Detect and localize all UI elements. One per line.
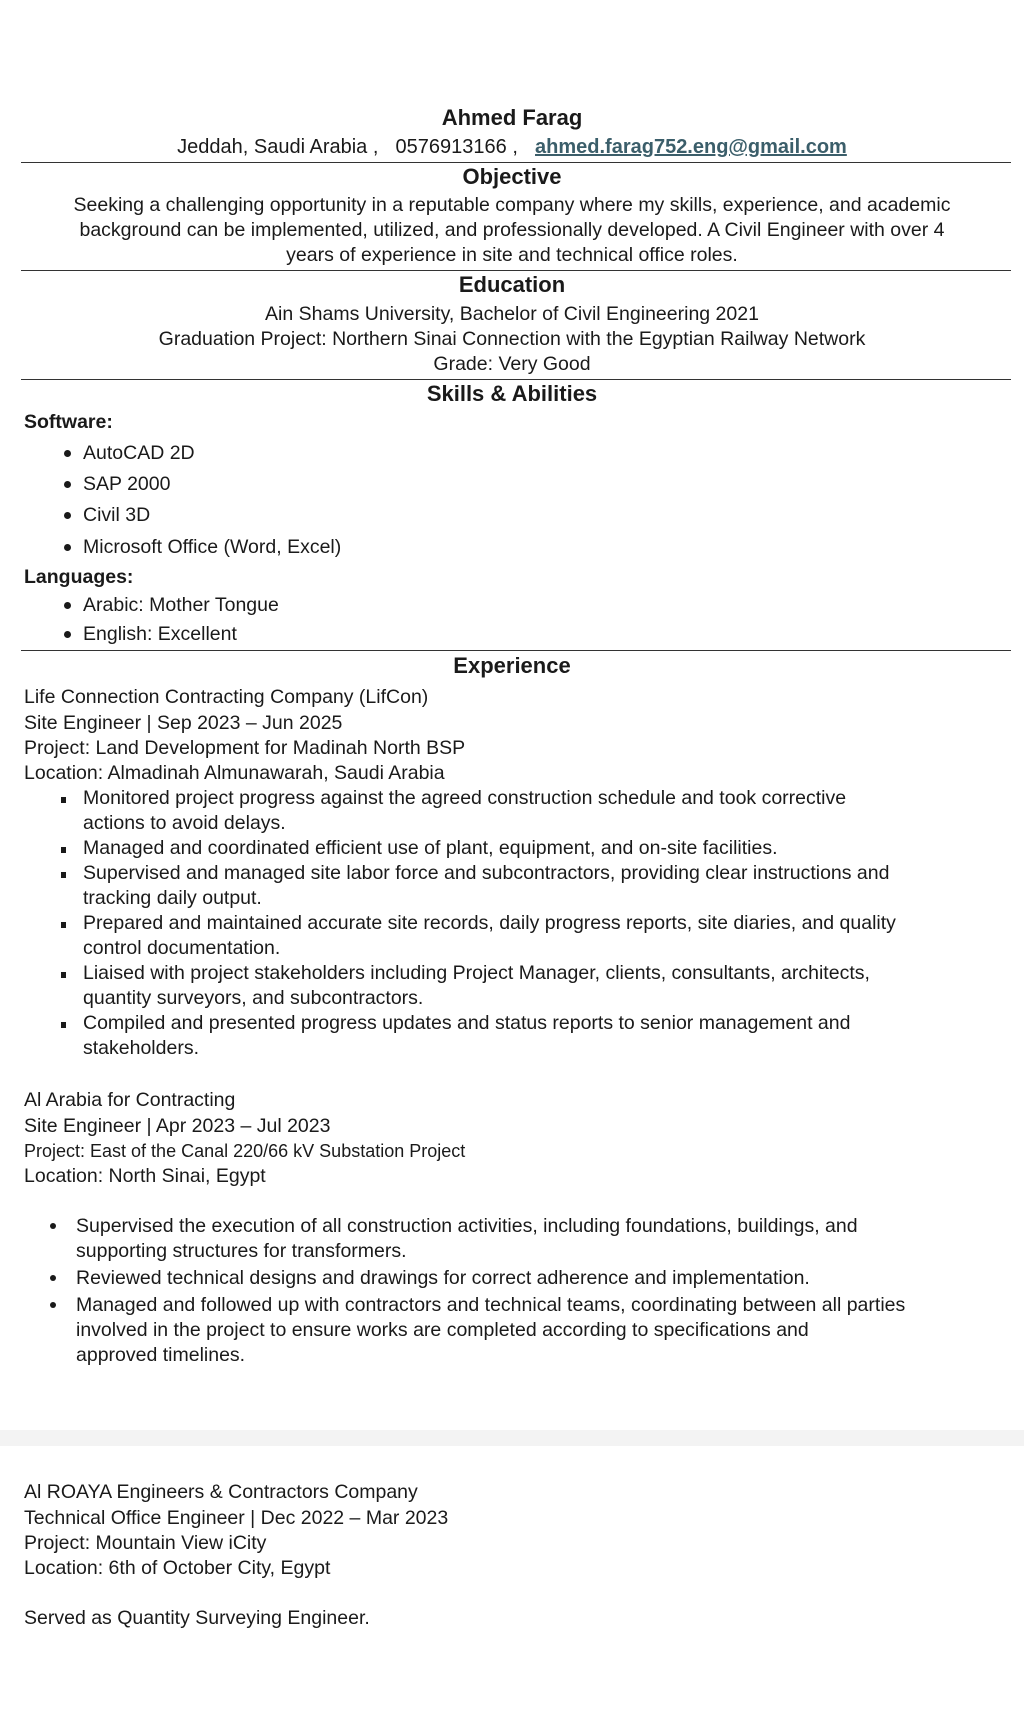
education-line: Grade: Very Good: [433, 353, 591, 375]
job-bullet: [76, 1266, 810, 1291]
job-location: Location: 6th of October City, Egypt: [24, 1557, 331, 1579]
skill-item: SAP 2000: [83, 473, 171, 495]
bullet-icon: [50, 1275, 56, 1281]
software-label: Software:: [24, 411, 113, 433]
job-bullet: [83, 961, 870, 1011]
bullet-line: actions to avoid delays.: [83, 812, 286, 834]
job-project: [24, 1139, 465, 1164]
job-location: Location: North Sinai, Egypt: [24, 1165, 266, 1187]
bullet-line: Managed and followed up with contractors and technical teams, coordinating between all parties: [76, 1294, 906, 1316]
bullet-icon: [64, 631, 71, 638]
job-summary: Served as Quantity Surveying Engineer.: [24, 1607, 370, 1629]
education-heading: Education: [458, 272, 566, 297]
bullet-icon: [61, 847, 66, 853]
bullet-icon: [61, 872, 66, 878]
job-role: Technical Office Engineer | Dec 2022 – Mar 2023: [24, 1507, 449, 1529]
contact-line: [0, 135, 1024, 160]
job-bullet: [83, 1011, 850, 1061]
job-company: Life Connection Contracting Company (LifCon): [24, 686, 429, 708]
objective-line: Seeking a challenging opportunity in a reputable company where my skills, experience, and academic: [73, 194, 951, 216]
bullet-line: control documentation.: [83, 937, 281, 959]
bullet-icon: [61, 797, 66, 803]
job-project: Project: Land Development for Madinah North BSP: [24, 737, 466, 759]
bullet-line: Monitored project progress against the agreed construction schedule and took corrective: [83, 787, 847, 809]
skill-item: AutoCAD 2D: [83, 442, 195, 464]
job-role: Site Engineer | Sep 2023 – Jun 2025: [24, 712, 343, 734]
divider: [21, 650, 1011, 651]
email-link[interactable]: ahmed.farag752.eng@gmail.com: [535, 136, 847, 158]
bullet-line: tracking daily output.: [83, 887, 262, 909]
job-project: Project: Mountain View iCity: [24, 1532, 267, 1554]
education-line: Ain Shams University, Bachelor of Civil Engineering 2021: [265, 303, 759, 325]
bullet-line: supporting structures for transformers.: [76, 1240, 407, 1262]
bullet-icon: [64, 602, 71, 609]
bullet-icon: [61, 922, 66, 928]
job-role: Site Engineer | Apr 2023 – Jul 2023: [24, 1115, 331, 1137]
education-line: Graduation Project: Northern Sinai Connection with the Egyptian Railway Network: [158, 328, 866, 350]
bullet-line: Managed and coordinated efficient use of plant, equipment, and on-site facilities.: [83, 837, 778, 859]
bullet-line: Prepared and maintained accurate site records, daily progress reports, site diaries, and quality: [83, 912, 896, 934]
candidate-name: Ahmed Farag: [441, 105, 583, 130]
bullet-icon: [50, 1223, 56, 1229]
resume-page-2: [0, 1446, 1024, 1725]
job-bullet: [83, 836, 778, 861]
bullet-icon: [61, 972, 66, 978]
job-bullet: [83, 861, 889, 911]
job-bullet: [76, 1214, 858, 1264]
job-bullet: [76, 1293, 905, 1368]
bullet-line: Liaised with project stakeholders including Project Manager, clients, consultants, architects,: [83, 962, 870, 984]
bullet-line: Supervised the execution of all construction activities, including foundations, buildings, and: [76, 1215, 858, 1237]
job-company: Al ROAYA Engineers & Contractors Company: [24, 1481, 418, 1503]
job-bullet: [83, 786, 846, 836]
page-break: [0, 1430, 1024, 1446]
language-item: Arabic: Mother Tongue: [83, 594, 279, 616]
job-location: Location: Almadinah Almunawarah, Saudi Arabia: [24, 762, 445, 784]
bullet-line: stakeholders.: [83, 1037, 199, 1059]
bullet-icon: [64, 512, 71, 519]
contact-phone: 0576913166 ,: [395, 136, 518, 158]
skill-item: Civil 3D: [83, 504, 151, 526]
bullet-icon: [61, 1022, 66, 1028]
bullet-line: approved timelines.: [76, 1344, 246, 1366]
skills-heading: Skills & Abilities: [426, 381, 598, 406]
skill-item: Microsoft Office (Word, Excel): [83, 536, 342, 558]
job-company: Al Arabia for Contracting: [24, 1089, 236, 1111]
language-item: English: Excellent: [83, 623, 237, 645]
bullet-icon: [64, 481, 71, 488]
bullet-line: Supervised and managed site labor force and subcontractors, providing clear instructions and: [83, 862, 890, 884]
contact-location: Jeddah, Saudi Arabia ,: [177, 136, 379, 158]
bullet-line: Compiled and presented progress updates and status reports to senior management and: [83, 1012, 851, 1034]
experience-heading: Experience: [453, 653, 571, 678]
bullet-icon: [64, 544, 71, 551]
bullet-line: involved in the project to ensure works are completed according to specifications and: [76, 1319, 809, 1341]
bullet-line: Reviewed technical designs and drawings for correct adherence and implementation.: [76, 1267, 810, 1289]
job-bullet: [83, 911, 896, 961]
objective-line: background can be implemented, utilized, and professionally developed. A Civil Engineer with over 4: [79, 219, 945, 241]
job-project-text: Project: East of the Canal 220/66 kV Substation Project: [24, 1141, 466, 1161]
bullet-icon: [50, 1302, 56, 1308]
languages-label: Languages:: [24, 566, 134, 588]
objective-line: years of experience in site and technical office roles.: [286, 244, 738, 266]
bullet-icon: [64, 450, 71, 457]
bullet-line: quantity surveyors, and subcontractors.: [83, 987, 424, 1009]
objective-heading: Objective: [462, 164, 562, 189]
